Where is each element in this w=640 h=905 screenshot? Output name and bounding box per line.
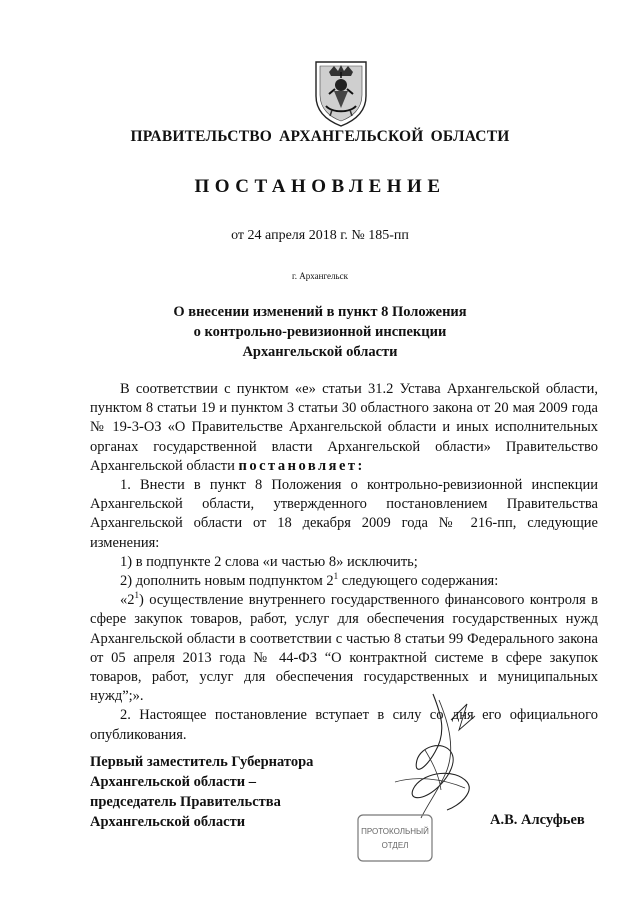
subitem-2-text: 2) дополнить новым подпунктом 2: [120, 573, 334, 590]
quote-open: «2: [120, 592, 135, 609]
document-type: ПОСТАНОВЛЕНИЕ: [194, 176, 446, 197]
preamble-text: В соответствии с пунктом «е» статьи 31.2 Устава Архангельской области, пунктом 8 статьи 19 и пунктом 3 статьи 30 областного закона от 20 мая 2009 года № 19-3-ОЗ «О Правительстве Архангельской области и иных исполнительных органах государственной власти Архангельской области» Правительство Архангельской области: [90, 381, 598, 474]
signer-name: А.В. Алсуфьев: [490, 812, 585, 828]
item-1-paragraph: 1. Внести в пункт 8 Положения о контрольно-ревизионной инспекции Архангельской области, утвержденного постановлением Правительства Архангельской области от 18 декабря 2009 года № 216-пп, следующие изменения:: [90, 477, 598, 551]
subject-line: о контрольно-ревизионной инспекции: [193, 324, 447, 340]
signer-position-line: председатель Правительства: [90, 794, 281, 810]
subitem-1: 1) в подпункте 2 слова «и частью 8» исключить;: [120, 553, 418, 570]
subitem-2: [90, 572, 598, 591]
subject-line: О внесении изменений в пункт 8 Положения: [173, 304, 467, 320]
quoted-subitem: [90, 591, 598, 706]
subject-line: Архангельской области: [242, 344, 398, 360]
svg-text:ПРОТОКОЛЬНЫЙ: ПРОТОКОЛЬНЫЙ: [361, 827, 429, 836]
government-title: ПРАВИТЕЛЬСТВО АРХАНГЕЛЬСКОЙ ОБЛАСТИ: [130, 128, 510, 145]
signer-position: [90, 752, 390, 832]
svg-text:ОТДЕЛ: ОТДЕЛ: [381, 841, 409, 850]
document-subject: [120, 302, 520, 362]
preamble-paragraph: [90, 380, 598, 476]
quote-text: ) осуществление внутреннего государственного финансового контроля в сфере закупок товаров, работ, услуг для обеспечения государственных нужд Архангельской области в соответствии с частью 8 статьи 99 Федерального закона от 05 апреля 2013 года № 44-ФЗ “О контрактной системе в сфере закупок товаров, работ, услуг для обеспечения государственных и муниципальных нужд”;».: [90, 592, 598, 705]
document-city: г. Архангельск: [292, 271, 348, 281]
coat-of-arms-icon: [310, 58, 372, 128]
signer-position-line: Архангельской области: [90, 814, 246, 830]
signer-position-line: Первый заместитель Губернатора: [90, 754, 314, 770]
document-date-number: от 24 апреля 2018 г. № 185-пп: [231, 228, 409, 243]
subitem-2-superscript: 1: [333, 571, 339, 582]
resolves-word: постановляет:: [238, 457, 365, 474]
subitem-2-text-end: следующего содержания:: [338, 573, 499, 590]
signer-position-line: Архангельской области –: [90, 774, 256, 790]
document-body: [90, 380, 598, 745]
item-2-paragraph: 2. Настоящее постановление вступает в силу со дня его официального опубликования.: [90, 707, 598, 743]
quote-superscript: 1: [134, 590, 139, 601]
